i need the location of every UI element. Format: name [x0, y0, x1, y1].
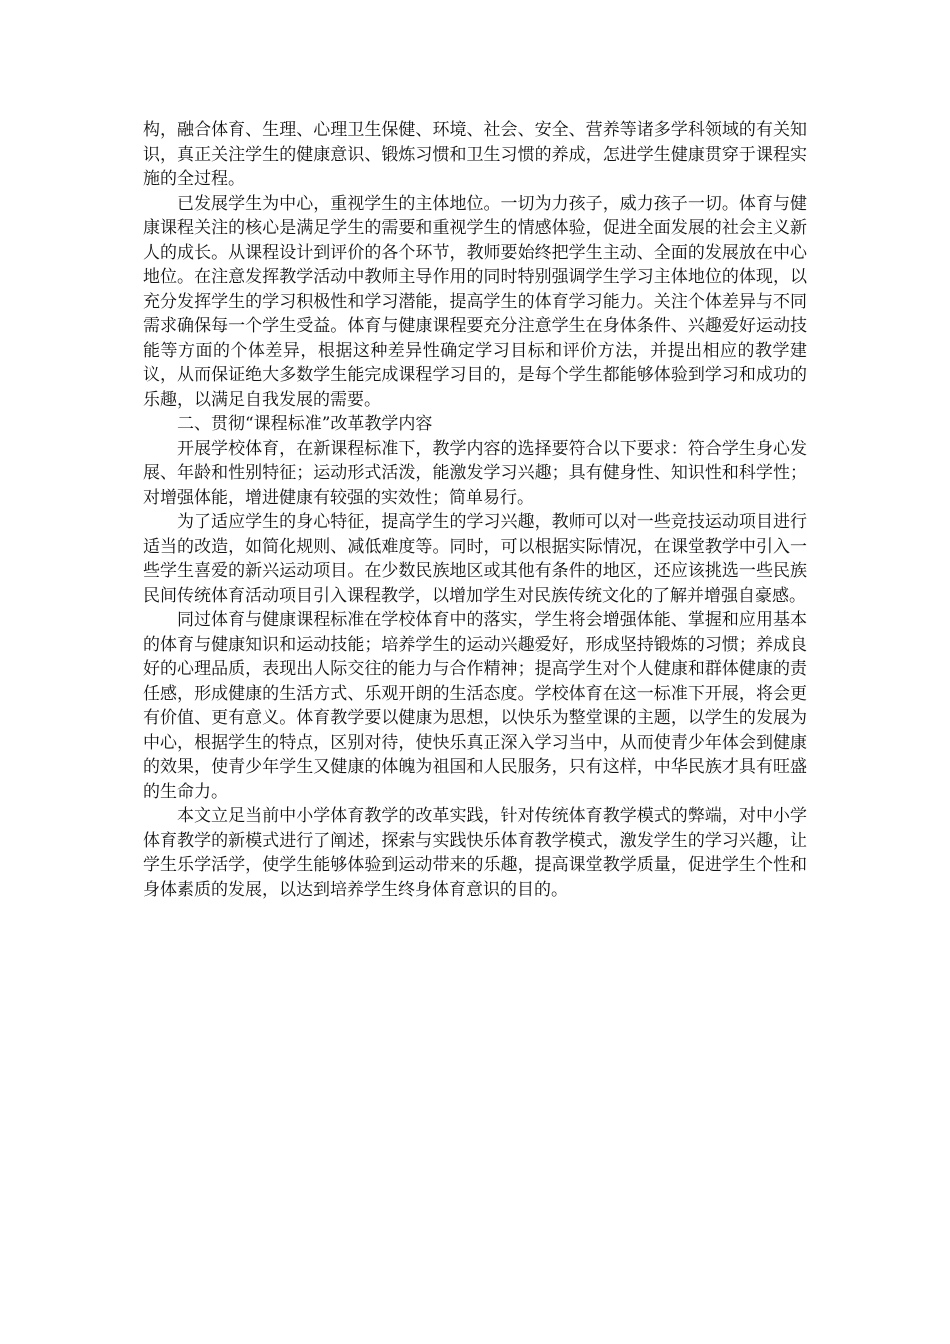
- section-heading: 二、贯彻“课程标准”改革教学内容: [177, 414, 433, 434]
- paragraph-adapt-sports: 为了适应学生的身心特征，提高学生的学习兴趣，教师可以对一些竞技运动项目进行适当的改造，如简化规则、减低难度等。同时，可以根据实际情况，在课堂教学中引入一些学生喜爱的新兴运动项目。在少数民族地区或其他有条件的地区，还应该挑选一些民族民间传统体育活动项目引入课程教学，以增加学生对民族传统文化的了解并增强自豪感。: [143, 512, 807, 606]
- document-body: [143, 118, 807, 902]
- paragraph-standard-implementation: 同过体育与健康课程标准在学校体育中的落实，学生将会增强体能、掌握和应用基本的体育与健康知识和运动技能；培养学生的运动兴趣爱好，形成坚持锻炼的习惯；养成良好的心理品质，表现出人际交往的能力与合作精神；提高学生对个人健康和群体健康的责任感，形成健康的生活方式、乐观开朗的生活态度。学校体育在这一标准下开展，将会更有价值、更有意义。体育教学要以健康为思想，以快乐为整堂课的主题，以学生的发展为中心，根据学生的特点，区别对待，使快乐真正深入学习当中，从而使青少年体会到健康的效果，使青少年学生又健康的体魄为祖国和人民服务，只有这样，中华民族才具有旺盛的生命力。: [143, 610, 807, 802]
- paragraph-continuation: 构，融合体育、生理、心理卫生保健、环境、社会、安全、营养等诸多学科领域的有关知识，真正关注学生的健康意识、锻炼习惯和卫生习惯的养成，怎进学生健康贯穿于课程实施的全过程。: [143, 120, 807, 189]
- paragraph-conclusion: 本文立足当前中小学体育教学的改革实践，针对传统体育教学模式的弊端，对中小学体育教学的新模式进行了阐述，探索与实践快乐体育教学模式，激发学生的学习兴趣，让学生乐学活学，使学生能够体验到运动带来的乐趣，提高课堂教学质量，促进学生个性和身体素质的发展，以达到培养学生终身体育意识的目的。: [143, 806, 807, 900]
- paragraph-student-centered: 已发展学生为中心，重视学生的主体地位。一切为力孩子，威力孩子一切。体育与健康课程关注的核心是满足学生的需要和重视学生的情感体验，促进全面发展的社会主义新人的成长。从课程设计到评价的各个环节，教师要始终把学生主动、全面的发展放在中心地位。在注意发挥教学活动中教师主导作用的同时特别强调学生学习主体地位的体现，以充分发挥学生的学习积极性和学习潜能，提高学生的体育学习能力。关注个体差异与不同需求确保每一个学生受益。体育与健康课程要充分注意学生在身体条件、兴趣爱好运动技能等方面的个体差异，根据这种差异性确定学习目标和评价方法，并提出相应的教学建议，从而保证绝大多数学生能完成课程学习目的，是每个学生都能够体验到学习和成功的乐趣，以满足自我发展的需要。: [143, 193, 807, 410]
- paragraph-content-requirements: 开展学校体育，在新课程标准下，教学内容的选择要符合以下要求：符合学生身心发展、年龄和性别特征；运动形式活泼，能激发学习兴趣；具有健身性、知识性和科学性；对增强体能，增进健康有较强的实效性；简单易行。: [143, 438, 807, 508]
